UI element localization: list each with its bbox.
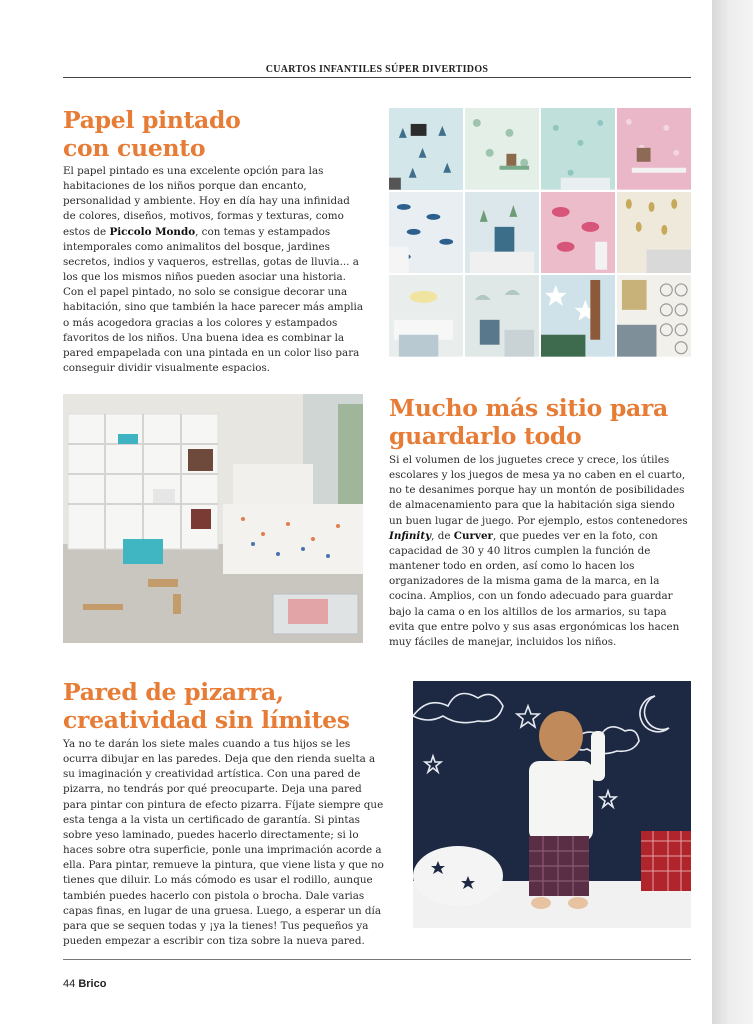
wallpaper-tile bbox=[617, 108, 691, 190]
section3-body: Ya no te darán los siete males cuando a tus hijos se les ocurra dibujar en las paredes. Deja que den rienda suelta a su imaginación y creatividad artística. Con una pared de pizarra, no tendrás por qué preocuparte. Deja una pared para pintar con pintura de efecto pizarra. Fíjate siempre que esta tenga a la vista un certificado de garantía. Si pintas sobre yeso laminado, puedes hacerlo directamente; si lo haces sobre otra superficie, ponle una imprimación acorde a ella. Para pintar, remueve la pintura, que viene lista y que no tienes que diluir. Lo más cómodo es usar el rodillo, aunque también puedes hacerlo con pistola o brocha. Dale varias capas finas, en lugar de una gruesa. Luego, a esperar un día para que se sequen todas y ¡ya la tienes! Tus pequeños ya pueden empezar a escribir con tiza sobre la nueva pared. bbox=[63, 738, 384, 948]
section1-body-a: El papel pintado es una excelente opción para las habitaciones de los niños porque dan encanto, personalidad y ambiente. Hoy en día hay una infinidad de colores, diseños, motivos, formas y texturas, como estos de bbox=[63, 165, 350, 238]
wallpaper-tile bbox=[617, 275, 691, 357]
storage-room-photo bbox=[63, 394, 363, 643]
page-edge-shadow bbox=[712, 0, 753, 1024]
wallpaper-tile bbox=[541, 275, 615, 357]
footer-rule bbox=[63, 959, 691, 960]
wallpaper-tile bbox=[465, 192, 539, 274]
section3-title-line2: creatividad sin límites bbox=[63, 706, 350, 734]
section2-title-line2: guardarlo todo bbox=[389, 422, 582, 450]
wallpaper-tile bbox=[389, 108, 463, 190]
section2-title bbox=[389, 394, 668, 450]
magazine-brand: Brico bbox=[78, 978, 107, 990]
wallpaper-tile bbox=[617, 192, 691, 274]
section3-title bbox=[63, 678, 350, 734]
section1-title-line2: con cuento bbox=[63, 134, 206, 162]
section2-body-a: Si el volumen de los juguetes crece y crece, los útiles escolares y los juegos de mesa ya no caben en el cuarto, no te desanimes porque hay un montón de posibilidades de almacenamiento para que la habitación siga siendo un buen lugar de juego. Por ejemplo, estos contenedores bbox=[389, 454, 688, 527]
section2-title-line1: Mucho más sitio para bbox=[389, 394, 668, 422]
section2-body-b: , de bbox=[431, 529, 454, 542]
wallpaper-tile bbox=[389, 192, 463, 274]
wallpaper-collage bbox=[389, 108, 691, 357]
page-number: 44 bbox=[63, 978, 76, 990]
section2-body bbox=[389, 453, 691, 650]
product-infinity: Infinity bbox=[389, 529, 432, 542]
section1-body-b: , con temas y estampados intemporales como animalitos del bosque, jardines secretos, indios y vaqueros, estrellas, gotas de lluvia... a los que los mismos niños pueden asociar una historia. Con el papel pintado, no solo se consigue decorar una habitación, sino que también la hace parecer más amplia o más acogedora gracias a los colores y estampados favoritos de los niños. Una buena idea es combinar la pared empapelada con una pintada en un color liso para conseguir dividir visualmente espacios. bbox=[63, 225, 364, 375]
wallpaper-tile bbox=[541, 192, 615, 274]
page-footer bbox=[63, 978, 106, 990]
section1-body bbox=[63, 164, 365, 376]
wallpaper-tile bbox=[389, 275, 463, 357]
section2-body-c: , que puedes ver en la foto, con capacidad de 30 y 40 litros cumplen la función de mantener todo en orden, así como lo hacen los organizadores de la misma gama de la marca, en la cocina. Amplios, con un fondo adecuado para guardar bajo la cama o en los altillos de los armarios, su tapa evita que entre polvo y sus asas ergonómicas los hacen muy fáciles de manejar, incluidos los niños. bbox=[389, 529, 680, 648]
section1-title bbox=[63, 106, 241, 162]
chalkboard-photo bbox=[413, 681, 691, 928]
wallpaper-tile bbox=[541, 108, 615, 190]
section3-title-line1: Pared de pizarra, bbox=[63, 678, 284, 706]
wallpaper-tile bbox=[465, 275, 539, 357]
header-rule bbox=[63, 77, 691, 78]
wallpaper-tile bbox=[465, 108, 539, 190]
brand-piccolo-mondo: Piccolo Mondo bbox=[109, 225, 196, 238]
brand-curver: Curver bbox=[453, 529, 493, 542]
running-header: CUARTOS INFANTILES SÚPER DIVERTIDOS bbox=[265, 64, 489, 75]
section1-title-line1: Papel pintado bbox=[63, 106, 241, 134]
